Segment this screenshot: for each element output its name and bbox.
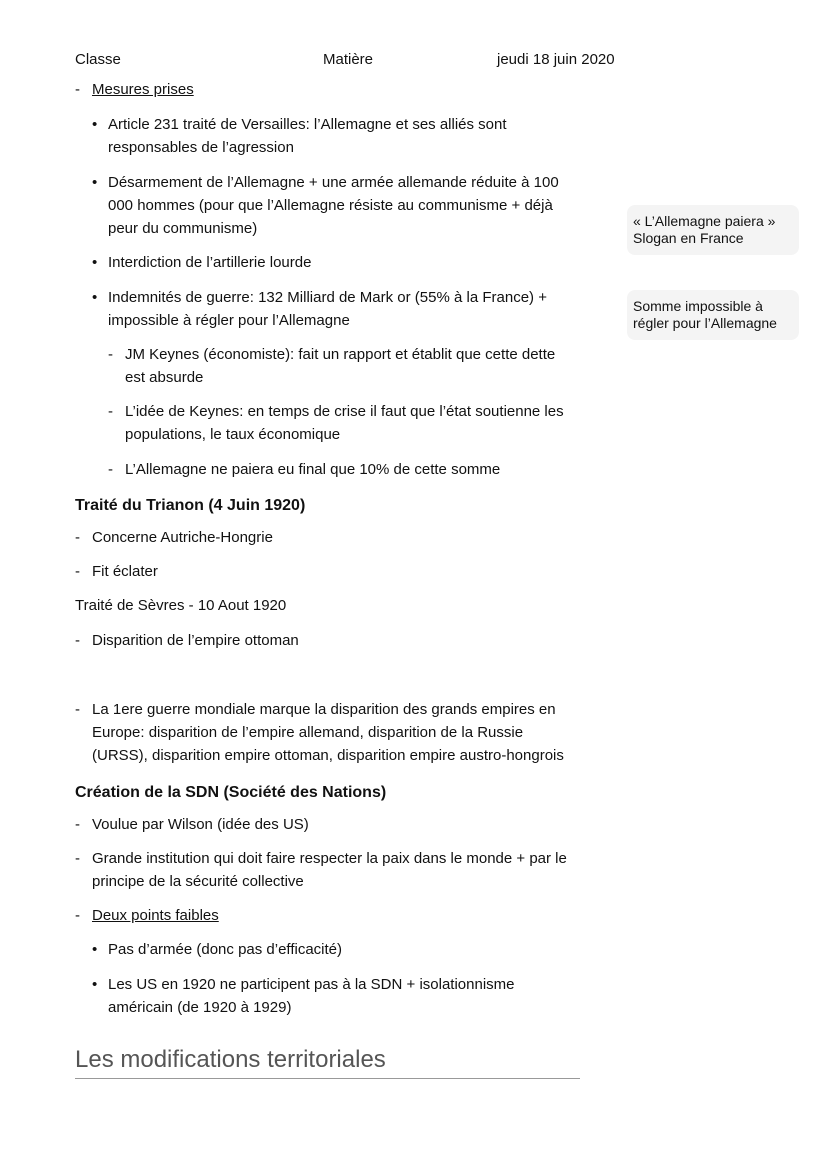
list-item: - Disparition de l’empire ottoman — [75, 632, 299, 649]
list-item: - L’idée de Keynes: en temps de crise il faut que l’état soutienne les populations, le taux économique — [108, 403, 564, 443]
list-item: • Article 231 traité de Versailles: l’Allemagne et ses alliés sont responsables de l’agression — [92, 116, 507, 156]
heading-rule — [75, 1078, 580, 1079]
list-item: - Mesures prises — [75, 81, 194, 98]
list-item: - Concerne Autriche-Hongrie — [75, 529, 273, 546]
header-date: jeudi 18 juin 2020 — [497, 51, 615, 68]
list-item: • Désarmement de l’Allemagne + une armée allemande réduite à 100 000 hommes (pour que l’Allemagne résiste au communisme + déjà peur du communisme) — [92, 174, 559, 237]
list-item: - Grande institution qui doit faire respecter la paix dans le monde + par le principe de la sécurité collective — [75, 850, 567, 890]
side-note: « L’Allemagne paiera » Slogan en France — [627, 205, 799, 255]
list-item: - Fit éclater — [75, 563, 158, 580]
heading-sevres: Traité de Sèvres - 10 Aout 1920 — [75, 597, 287, 614]
header-matiere: Matière — [323, 51, 374, 68]
heading-trianon: Traité du Trianon (4 Juin 1920) — [75, 497, 306, 514]
header-classe: Classe — [75, 51, 121, 68]
list-item: - JM Keynes (économiste): fait un rapport et établit que cette dette est absurde — [108, 346, 556, 386]
list-item: • Interdiction de l’artillerie lourde — [92, 254, 312, 271]
list-item: - La 1ere guerre mondiale marque la disparition des grands empires en Europe: disparition de l’empire allemand, disparition de la Russie (URSS), disparition empire ottoman, disparition empire austro-hongrois — [75, 701, 564, 764]
list-item: • Indemnités de guerre: 132 Milliard de Mark or (55% à la France) + impossible à régler pour l’Allemagne — [92, 289, 547, 329]
list-item: • Pas d’armée (donc pas d’efficacité) — [92, 941, 343, 958]
list-item: • Les US en 1920 ne participent pas à la SDN + isolationnisme américain (de 1920 à 1929) — [92, 976, 515, 1016]
list-item: - Voulue par Wilson (idée des US) — [75, 816, 309, 833]
list-item: - Deux points faibles — [75, 907, 219, 924]
list-item: - L’Allemagne ne paiera eu final que 10% de cette somme — [108, 461, 501, 478]
heading-sdn: Création de la SDN (Société des Nations) — [75, 784, 387, 801]
section-heading: Les modifications territoriales — [75, 1046, 386, 1073]
side-note: Somme impossible à régler pour l’Allemagne — [627, 290, 799, 340]
